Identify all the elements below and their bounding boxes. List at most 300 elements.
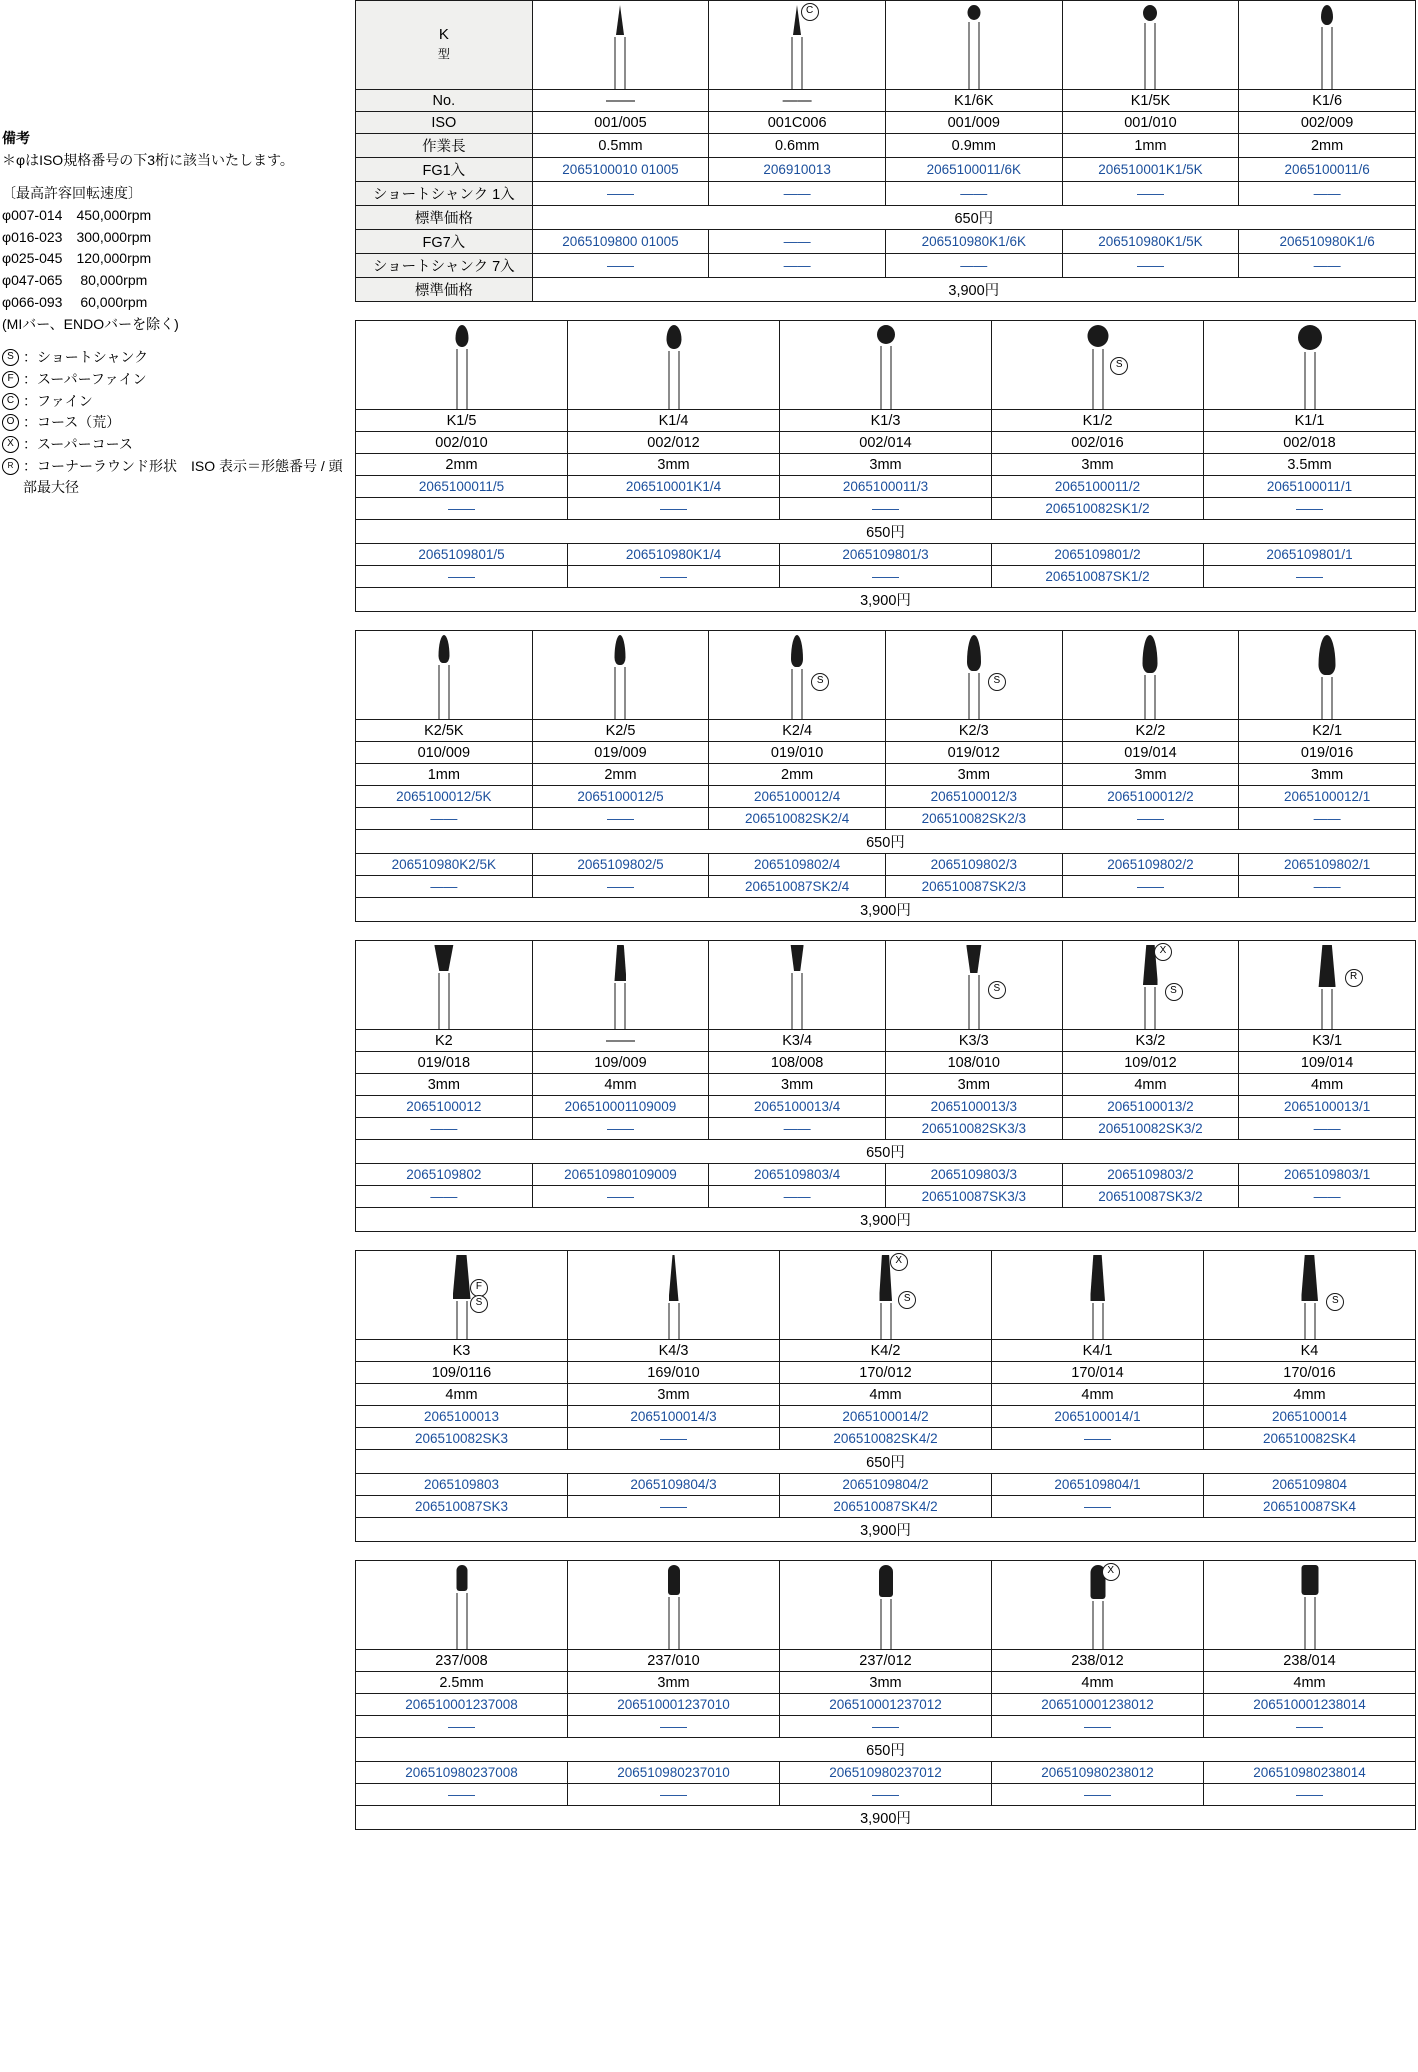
cell-fg7-code: 2065109800 01005 (532, 230, 709, 254)
bur-head (1090, 1255, 1105, 1301)
bur-illustration (992, 1251, 1203, 1339)
table-row-shortshank7 (356, 876, 1416, 898)
table-row-fg1 (356, 1096, 1416, 1118)
speed-exception: (MIバー、ENDOバーを除く) (2, 315, 179, 332)
bur-head (791, 635, 803, 667)
table-row-shortshank7 (356, 254, 1416, 278)
bur-head (1143, 635, 1158, 673)
bur-illustration (356, 941, 532, 1029)
bur-table-block3 (355, 630, 1416, 922)
cell-iso: 001C006 (709, 112, 886, 134)
mark-x-icon: X (1154, 943, 1172, 961)
cell-fg1-code: 2065100012/3 (885, 786, 1062, 808)
table-row-fg1 (356, 1694, 1416, 1716)
short-shank-icon: S (2, 349, 19, 366)
cell-fg1-code: 206510001237008 (356, 1694, 568, 1716)
bur-illustration (709, 631, 885, 719)
cell-no: K1/3 (780, 410, 992, 432)
table-row-price3900 (356, 278, 1416, 302)
cell-no: —— (709, 90, 886, 112)
table-row-shortshank1 (356, 182, 1416, 206)
bur-illustration (533, 941, 709, 1029)
cell-fg1-code: 2065100013/2 (1062, 1096, 1239, 1118)
bur-head (967, 635, 981, 671)
cell-worklength: 0.9mm (885, 134, 1062, 158)
bur-picture-cell (532, 941, 709, 1030)
bur-illustration (992, 1561, 1203, 1649)
row-header-iso: ISO (356, 112, 533, 134)
bur-shank (456, 1593, 467, 1649)
cell-no: K1/6 (1239, 90, 1416, 112)
cell-fg7-code: 2065109803/3 (885, 1164, 1062, 1186)
cell-iso: 002/014 (780, 432, 992, 454)
cell-shortshank1-code: 206510082SK3/3 (885, 1118, 1062, 1140)
bur-head (1087, 325, 1108, 347)
mark-s-icon: S (988, 981, 1006, 999)
cell-fg7-code: 2065109803/1 (1239, 1164, 1416, 1186)
cell-worklength: 3mm (568, 1672, 780, 1694)
bur-picture-cell (568, 1251, 780, 1340)
cell-shortshank7-code: 206510087SK4/2 (780, 1496, 992, 1518)
legend-item (2, 456, 352, 499)
cell-no: K3/2 (1062, 1030, 1239, 1052)
speed-title: 〔最高許容回転速度〕 (2, 185, 142, 202)
cell-shortshank7-code: —— (532, 254, 709, 278)
cell-fg7-code: 2065109803/4 (709, 1164, 886, 1186)
legend-text: ：スーパーコース (23, 435, 133, 452)
speed-row: φ007-014 450,000rpm (2, 207, 152, 224)
bur-shank (1145, 675, 1156, 719)
bur-picture-cell (532, 1, 709, 90)
bur-illustration (1204, 1561, 1415, 1649)
cell-shortshank7-code: —— (1062, 254, 1239, 278)
cell-shortshank7-code: —— (568, 1496, 780, 1518)
row-header-shortshank7: ショートシャンク 7入 (356, 254, 533, 278)
cell-shortshank1-code: —— (709, 182, 886, 206)
cell-worklength: 3mm (1062, 764, 1239, 786)
cell-no: K2 (356, 1030, 533, 1052)
cell-price-650: 650円 (356, 1738, 1416, 1762)
cell-fg7-code: 2065109802/2 (1062, 854, 1239, 876)
superfine-icon: F (2, 371, 19, 388)
cell-fg1-code: 2065100013 (356, 1406, 568, 1428)
cell-no: K4/1 (992, 1340, 1204, 1362)
table-row-price650 (356, 206, 1416, 230)
bur-head (1321, 5, 1333, 25)
cell-no: K4/3 (568, 1340, 780, 1362)
cell-shortshank1-code: 206510082SK4/2 (780, 1428, 992, 1450)
cell-worklength: 1mm (1062, 134, 1239, 158)
table-row-iso (356, 1362, 1416, 1384)
cell-price-3900: 3,900円 (356, 898, 1416, 922)
cell-no: K2/5 (532, 720, 709, 742)
table-row-iso (356, 1650, 1416, 1672)
table-row-fg1 (356, 1406, 1416, 1428)
cell-no: K1/1 (1204, 410, 1416, 432)
bur-illustration (356, 321, 567, 409)
cell-iso: 170/014 (992, 1362, 1204, 1384)
cell-fg7-code: 2065109802/3 (885, 854, 1062, 876)
bur-head (967, 5, 980, 20)
bur-shank (1304, 352, 1315, 409)
bur-shank (1092, 1303, 1103, 1339)
table-row-no (356, 720, 1416, 742)
table-row-fg1 (356, 786, 1416, 808)
bur-shank (456, 1301, 467, 1339)
bur-picture-cell (1062, 941, 1239, 1030)
cell-worklength: 4mm (992, 1672, 1204, 1694)
cell-shortshank1-code: 206510082SK4 (1204, 1428, 1416, 1450)
bur-shank (615, 983, 626, 1029)
cell-shortshank1-code: —— (992, 1716, 1204, 1738)
table-row-price3900 (356, 1518, 1416, 1542)
legend-item (2, 369, 352, 391)
type-header-cell (356, 1, 533, 90)
cell-iso: 109/012 (1062, 1052, 1239, 1074)
bur-head (616, 5, 624, 35)
cell-shortshank1-code: —— (780, 1716, 992, 1738)
bur-head (455, 325, 468, 347)
cell-worklength: 3mm (709, 1074, 886, 1096)
cell-iso: 108/008 (709, 1052, 886, 1074)
bur-table-block4 (355, 940, 1416, 1232)
cell-worklength: 3mm (992, 454, 1204, 476)
cell-shortshank1-code: —— (532, 808, 709, 830)
mark-s-icon: S (1165, 983, 1183, 1001)
speed-row: φ047-065 80,000rpm (2, 272, 148, 289)
cell-fg7-code: 206510980K2/5K (356, 854, 533, 876)
bur-shank (792, 973, 803, 1029)
bur-illustration (1239, 1, 1415, 89)
bur-picture-cell (992, 321, 1204, 410)
bur-head (453, 1255, 471, 1299)
fine-icon: C (2, 393, 19, 410)
table-row-price3900 (356, 1806, 1416, 1830)
bur-picture-cell (1204, 1561, 1416, 1650)
bur-illustration (886, 1, 1062, 89)
cell-fg1-code: 206510001238012 (992, 1694, 1204, 1716)
cell-shortshank7-code: —— (1204, 1784, 1416, 1806)
cell-no: K2/1 (1239, 720, 1416, 742)
cell-price-650: 650円 (356, 520, 1416, 544)
cell-shortshank7-code: —— (709, 1186, 886, 1208)
cell-no: K3/4 (709, 1030, 886, 1052)
cell-worklength: 2mm (1239, 134, 1416, 158)
cell-shortshank7-code: —— (568, 1784, 780, 1806)
legend-text: ：ファイン (23, 392, 93, 409)
table-row-iso (356, 112, 1416, 134)
cell-fg7-code: 2065109804 (1204, 1474, 1416, 1496)
bur-picture-cell (356, 941, 533, 1030)
cell-no: K2/2 (1062, 720, 1239, 742)
cell-fg1-code: 2065100012 (356, 1096, 533, 1118)
cell-fg7-code: 206510980K1/4 (568, 544, 780, 566)
bur-picture-cell (1204, 1251, 1416, 1340)
table-row-pictures (356, 321, 1416, 410)
bur-picture-cell (356, 1251, 568, 1340)
table-row-worklength (356, 1384, 1416, 1406)
legend-item (2, 347, 352, 369)
cell-shortshank7-code: 206510087SK4 (1204, 1496, 1416, 1518)
cell-shortshank7-code: 206510087SK3/2 (1062, 1186, 1239, 1208)
bur-head (1319, 635, 1336, 675)
cell-iso: 108/010 (885, 1052, 1062, 1074)
cell-fg1-code: 2065100011/2 (992, 476, 1204, 498)
table-row-no (356, 1340, 1416, 1362)
cell-price-3900: 3,900円 (356, 588, 1416, 612)
cell-shortshank7-code: —— (532, 1186, 709, 1208)
coarse-icon: O (2, 414, 19, 431)
cell-shortshank7-code: —— (1239, 1186, 1416, 1208)
cell-iso: 238/014 (1204, 1650, 1416, 1672)
cell-shortshank1-code: —— (568, 498, 780, 520)
table-row-worklength (356, 764, 1416, 786)
cell-worklength: 1mm (356, 764, 533, 786)
cell-shortshank1-code: —— (1204, 498, 1416, 520)
bur-head (793, 5, 801, 35)
bur-shank (792, 37, 803, 89)
cell-fg1-code: 2065100011/5 (356, 476, 568, 498)
cell-fg7-code: 206510980237012 (780, 1762, 992, 1784)
bur-illustration (780, 1251, 991, 1339)
cell-iso: 001/005 (532, 112, 709, 134)
cell-fg7-code: 2065109803/2 (1062, 1164, 1239, 1186)
bur-head (1319, 945, 1336, 987)
bur-picture-cell (709, 941, 886, 1030)
bur-tables (355, 0, 1415, 1848)
cell-shortshank1-code: —— (1062, 808, 1239, 830)
bur-shank (1092, 349, 1103, 409)
bur-head (668, 1565, 680, 1595)
table-row-fg7 (356, 1762, 1416, 1784)
cell-shortshank1-code: —— (568, 1716, 780, 1738)
bur-illustration (533, 1, 709, 89)
cell-fg7-code: 2065109801/5 (356, 544, 568, 566)
bur-head (614, 945, 626, 981)
cell-worklength: 4mm (780, 1384, 992, 1406)
bur-illustration (886, 631, 1062, 719)
cell-fg1-code: 2065100012/2 (1062, 786, 1239, 808)
row-header-fg1: FG1入 (356, 158, 533, 182)
bur-shank (968, 22, 979, 89)
legend-list (2, 347, 352, 499)
cell-fg1-code: 206510001237010 (568, 1694, 780, 1716)
table-row-fg7 (356, 1474, 1416, 1496)
cell-worklength: 3mm (1239, 764, 1416, 786)
bur-illustration (1239, 941, 1415, 1029)
bur-picture-cell (532, 631, 709, 720)
mark-c-icon: C (801, 3, 819, 21)
cell-worklength: 2mm (709, 764, 886, 786)
bur-picture-cell (992, 1251, 1204, 1340)
bur-picture-cell (1239, 631, 1416, 720)
cell-shortshank1-code: —— (356, 1118, 533, 1140)
cell-worklength: 4mm (356, 1384, 568, 1406)
table-row-price3900 (356, 588, 1416, 612)
bur-picture-cell (356, 321, 568, 410)
cell-fg1-code: 206510001109009 (532, 1096, 709, 1118)
cell-worklength: 2mm (356, 454, 568, 476)
cell-iso: 109/014 (1239, 1052, 1416, 1074)
cell-price-650: 650円 (356, 1450, 1416, 1474)
cell-shortshank1-code: —— (532, 1118, 709, 1140)
table-row-no (356, 410, 1416, 432)
cell-fg1-code: 2065100014/3 (568, 1406, 780, 1428)
bur-head (666, 325, 681, 349)
cell-fg7-code: 2065109803 (356, 1474, 568, 1496)
legend-text: ：コース（荒） (23, 414, 121, 431)
cell-shortshank1-code: —— (1239, 1118, 1416, 1140)
cell-worklength: 3mm (885, 1074, 1062, 1096)
cell-shortshank7-code: —— (356, 876, 533, 898)
cell-worklength: 4mm (1204, 1384, 1416, 1406)
mark-s-icon: S (1110, 357, 1128, 375)
cell-shortshank7-code: —— (992, 1496, 1204, 1518)
mark-s-icon: S (1326, 1293, 1344, 1311)
cell-fg7-code: 206510980238012 (992, 1762, 1204, 1784)
cell-fg1-code: 2065100014/1 (992, 1406, 1204, 1428)
cell-fg1-code: 2065100013/1 (1239, 1096, 1416, 1118)
bur-picture-cell (568, 1561, 780, 1650)
cell-fg7-code: 206510980K1/6 (1239, 230, 1416, 254)
cell-fg7-code: 206510980K1/5K (1062, 230, 1239, 254)
bur-table-block5 (355, 1250, 1416, 1542)
cell-shortshank7-code: —— (780, 566, 992, 588)
row-header-worklength: 作業長 (356, 134, 533, 158)
cell-fg1-code: 206510001237012 (780, 1694, 992, 1716)
cell-shortshank1-code: —— (780, 498, 992, 520)
cell-fg1-code: 206510001238014 (1204, 1694, 1416, 1716)
cell-fg7-code: 2065109802/5 (532, 854, 709, 876)
bur-illustration (1063, 1, 1239, 89)
cell-shortshank1-code: —— (568, 1428, 780, 1450)
cell-fg1-code: 206510001K1/5K (1062, 158, 1239, 182)
bur-head (1301, 1565, 1318, 1595)
legend-item (2, 434, 352, 456)
cell-iso: 002/010 (356, 432, 568, 454)
cell-shortshank7-code: 206510087SK2/3 (885, 876, 1062, 898)
cell-iso: 001/009 (885, 112, 1062, 134)
cell-no: K2/4 (709, 720, 886, 742)
mark-s-icon: S (988, 673, 1006, 691)
cell-fg1-code: 2065100012/5K (356, 786, 533, 808)
bur-picture-cell (1204, 321, 1416, 410)
cell-fg7-code: 2065109802/1 (1239, 854, 1416, 876)
cell-shortshank7-code: —— (992, 1784, 1204, 1806)
cell-worklength: 4mm (992, 1384, 1204, 1406)
table-row-shortshank7 (356, 1496, 1416, 1518)
cell-iso: 019/016 (1239, 742, 1416, 764)
cell-fg7-code: 206510980238014 (1204, 1762, 1416, 1784)
table-row-shortshank1 (356, 1118, 1416, 1140)
table-row-fg7 (356, 1164, 1416, 1186)
bur-shank (968, 975, 979, 1029)
table-row-price650 (356, 1450, 1416, 1474)
cell-fg1-code: 2065100011/3 (780, 476, 992, 498)
legend-item (2, 412, 352, 434)
table-row-iso (356, 1052, 1416, 1074)
table-row-pictures (356, 631, 1416, 720)
cell-shortshank7-code: —— (1204, 566, 1416, 588)
cell-no: K2/3 (885, 720, 1062, 742)
cell-no: K1/2 (992, 410, 1204, 432)
table-row-price650 (356, 520, 1416, 544)
cell-price-650: 650円 (356, 1140, 1416, 1164)
cell-iso: 019/018 (356, 1052, 533, 1074)
type-k-label: K (438, 26, 449, 44)
table-row-iso (356, 432, 1416, 454)
cell-shortshank7-code: —— (356, 1186, 533, 1208)
table-row-fg1 (356, 158, 1416, 182)
table-row-shortshank7 (356, 1784, 1416, 1806)
row-header-shortshank1: ショートシャンク 1入 (356, 182, 533, 206)
cell-fg1-code: 2065100012/5 (532, 786, 709, 808)
cell-worklength: 2.5mm (356, 1672, 568, 1694)
cell-shortshank1-code: —— (356, 808, 533, 830)
cell-shortshank1-code: —— (1239, 808, 1416, 830)
cell-fg1-code: 2065100011/6K (885, 158, 1062, 182)
cell-fg7-code: 206510980K1/6K (885, 230, 1062, 254)
table-row-pictures (356, 1, 1416, 90)
table-row-shortshank7 (356, 1186, 1416, 1208)
bur-illustration (1063, 631, 1239, 719)
cell-fg1-code: 2065100013/4 (709, 1096, 886, 1118)
table-row-fg7 (356, 854, 1416, 876)
cell-shortshank7-code: 206510087SK3/3 (885, 1186, 1062, 1208)
cell-worklength: 3mm (780, 454, 992, 476)
cell-worklength: 3mm (885, 764, 1062, 786)
row-header-no: No. (356, 90, 533, 112)
cell-no: K4/2 (780, 1340, 992, 1362)
table-row-no (356, 1030, 1416, 1052)
bur-shank (792, 669, 803, 719)
cell-iso: 002/012 (568, 432, 780, 454)
bur-shank (880, 1599, 891, 1649)
bur-illustration (568, 321, 779, 409)
corner-round-icon: R (2, 458, 19, 475)
cell-iso: 169/010 (568, 1362, 780, 1384)
bur-table-block2 (355, 320, 1416, 612)
cell-worklength: 4mm (1204, 1672, 1416, 1694)
cell-shortshank1-code: 206510082SK3 (356, 1428, 568, 1450)
cell-shortshank7-code: 206510087SK2/4 (709, 876, 886, 898)
bur-shank (1322, 989, 1333, 1029)
speed-row: φ066-093 60,000rpm (2, 293, 148, 310)
cell-fg7-code: 2065109801/3 (780, 544, 992, 566)
cell-shortshank7-code: —— (356, 1784, 568, 1806)
cell-iso: 237/012 (780, 1650, 992, 1672)
table-row-price3900 (356, 1208, 1416, 1232)
cell-shortshank1-code: —— (885, 182, 1062, 206)
cell-no: K3/3 (885, 1030, 1062, 1052)
cell-fg7-code: 2065109804/2 (780, 1474, 992, 1496)
cell-worklength: 4mm (1239, 1074, 1416, 1096)
mark-x-icon: X (890, 1253, 908, 1271)
cell-worklength: 3mm (568, 454, 780, 476)
bur-illustration (356, 631, 532, 719)
bur-head (615, 635, 626, 665)
cell-iso: 109/009 (532, 1052, 709, 1074)
bur-table-block6 (355, 1560, 1416, 1830)
bur-shank (880, 1303, 891, 1339)
cell-worklength: 4mm (532, 1074, 709, 1096)
cell-fg1-code: 206910013 (709, 158, 886, 182)
bur-illustration (1063, 941, 1239, 1029)
bur-picture-cell (356, 631, 533, 720)
bur-head (1298, 325, 1322, 350)
cell-fg1-code: 2065100014 (1204, 1406, 1416, 1428)
cell-fg7-code: 2065109802 (356, 1164, 533, 1186)
